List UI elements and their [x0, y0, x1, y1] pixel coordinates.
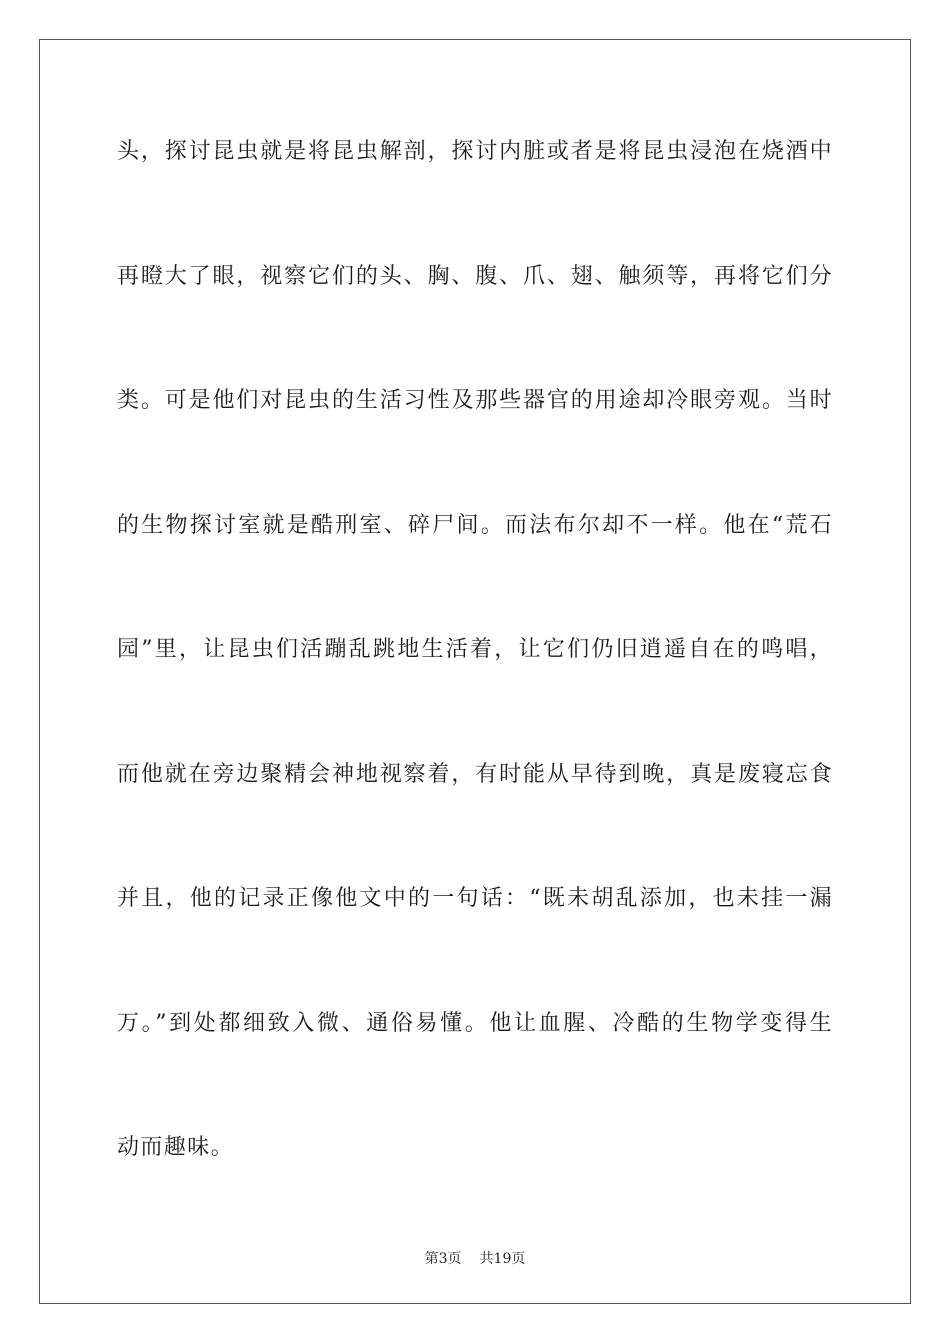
text-line-2: 再瞪大了眼，视察它们的头、胸、腹、爪、翅、触须等，再将它们分: [117, 263, 833, 289]
text-line-7: 并且，他的记录正像他文中的一句话：“既未胡乱添加，也未挂一漏: [117, 886, 833, 911]
text-line-1: 头，探讨昆虫就是将昆虫解剖，探讨内脏或者是将昆虫浸泡在烧酒中: [117, 139, 833, 164]
text-line-5: 园”里，让昆虫们活蹦乱跳地生活着，让它们仍旧逍遥自在的鸣唱，: [117, 637, 833, 662]
text-line-9: 动而趣味。: [117, 1135, 235, 1160]
page-number: 第3页: [424, 1251, 462, 1267]
text-line-6: 而他就在旁边聚精会神地视察着，有时能从早待到晚，真是废寝忘食: [117, 761, 833, 787]
body-text: [117, 122, 833, 1243]
page-footer: [0, 1248, 950, 1268]
text-line-3: 类。可是他们对昆虫的生活习性及那些器官的用途却冷眼旁观。当时: [117, 388, 833, 413]
total-pages: 共19页: [479, 1251, 526, 1267]
text-line-4: 的生物探讨室就是酷刑室、碎尸间。而法布尔却不一样。他在“荒石: [117, 512, 833, 538]
text-line-8: 万。”到处都细致入微、通俗易懂。他让血腥、冷酷的生物学变得生: [117, 1010, 833, 1036]
